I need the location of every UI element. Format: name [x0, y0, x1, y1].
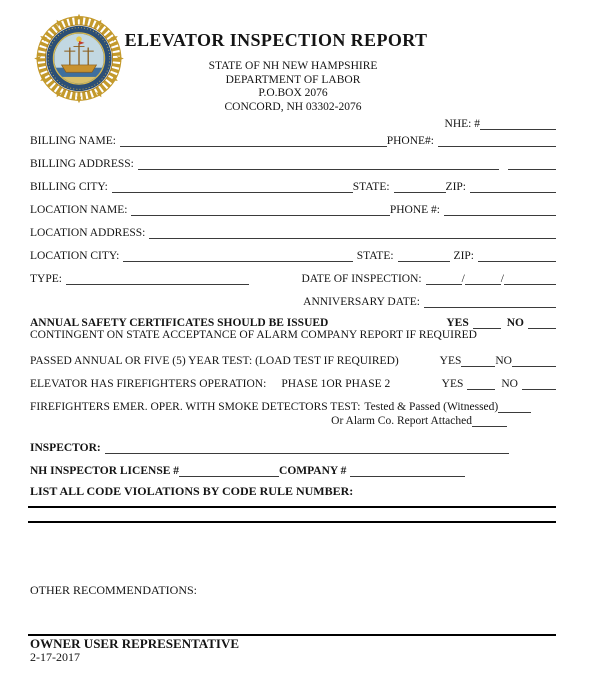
nhe-blank: [480, 117, 556, 130]
firefighters-phase-label: PHASE 1OR PHASE 2: [281, 378, 391, 390]
form-revision-date: 2-17-2017: [30, 650, 80, 664]
annual-safety-row: [30, 315, 556, 329]
annual-safety-no-label: NO: [506, 317, 524, 329]
report-header: [30, 0, 556, 130]
location-city-blank: [123, 249, 352, 262]
inspector-license-label: NH INSPECTOR LICENSE #: [30, 465, 180, 477]
anniversary-date-label: ANNIVERSARY DATE:: [303, 296, 420, 308]
nhe-label: NHE: #: [444, 118, 480, 130]
annual-safety-label: ANNUAL SAFETY CERTIFICATES SHOULD BE ISSUED: [30, 317, 329, 329]
billing-zip-label: ZIP:: [445, 181, 466, 193]
billing-address-blank-2: [508, 157, 556, 170]
inspector-row: [30, 440, 556, 454]
billing-address-label: BILLING ADDRESS:: [30, 158, 134, 170]
firefighters-no-blank: [522, 377, 556, 390]
type-blank: [66, 272, 249, 285]
inspection-year-blank: [504, 272, 556, 285]
anniversary-date-row: [30, 294, 556, 308]
billing-city-label: BILLING CITY:: [30, 181, 108, 193]
agency-line-state: STATE OF NH NEW HAMPSHIRE: [208, 60, 378, 72]
passed-test-row: [30, 353, 556, 367]
location-address-row: [30, 225, 556, 239]
agency-line-pobox: P.O.BOX 2076: [258, 87, 328, 99]
location-name-row: [30, 202, 556, 216]
firefighters-no-label: NO: [501, 378, 518, 390]
location-phone-label: PHONE #:: [389, 204, 440, 216]
date-separator: /: [461, 273, 465, 285]
smoke-detectors-test-blank: [498, 400, 531, 413]
inspection-month-blank: [426, 272, 462, 285]
agency-line-department: DEPARTMENT OF LABOR: [225, 73, 361, 86]
billing-phone-blank: [438, 134, 556, 147]
passed-test-no-blank: [512, 354, 556, 367]
passed-test-yes-label: YES: [439, 355, 462, 367]
passed-test-no-label: NO: [495, 355, 512, 367]
code-violations-heading-row: [30, 485, 556, 499]
billing-state-label: STATE:: [352, 181, 390, 193]
nhe-number-row: [30, 116, 556, 130]
code-violations-label: LIST ALL CODE VIOLATIONS BY CODE RULE NUMBER:: [30, 484, 354, 498]
location-phone-blank: [444, 203, 556, 216]
annual-safety-contingent-note: CONTINGENT ON STATE ACCEPTANCE OF ALARM COMPANY REPORT IF REQUIRED: [30, 329, 477, 341]
location-name-label: LOCATION NAME:: [30, 204, 128, 216]
type-label: TYPE:: [30, 273, 62, 285]
firefighters-yes-label: YES: [441, 378, 464, 390]
smoke-detectors-test-row: [30, 399, 556, 413]
violations-writing-line-1: [28, 506, 556, 508]
billing-name-label: BILLING NAME:: [30, 135, 116, 147]
company-number-label: COMPANY #: [279, 465, 347, 477]
billing-phone-label: PHONE#:: [386, 135, 434, 147]
inspector-license-blank: [179, 464, 279, 477]
firefighters-operation-label: ELEVATOR HAS FIREFIGHTERS OPERATION:: [30, 378, 267, 390]
billing-city-row: [30, 179, 556, 193]
alarm-report-label: Or Alarm Co. Report Attached: [331, 415, 472, 427]
inspector-label: INSPECTOR:: [30, 442, 101, 454]
smoke-detectors-test-label: FIREFIGHTERS EMER. OPER. WITH SMOKE DETECTORS TEST:: [30, 401, 361, 413]
agency-line-city: CONCORD, NH 03302-2076: [224, 100, 362, 113]
passed-test-yes-blank: [461, 354, 495, 367]
signature-label: OWNER USER REPRESENTATIVE: [30, 636, 240, 651]
anniversary-date-blank: [424, 295, 556, 308]
billing-name-blank: [120, 134, 387, 147]
annual-safety-no-blank: [528, 316, 556, 329]
billing-city-blank: [112, 180, 353, 193]
date-separator: /: [500, 273, 504, 285]
billing-zip-blank: [470, 180, 556, 193]
annual-safety-yes-blank: [473, 316, 501, 329]
firefighters-operation-row: [30, 376, 556, 390]
violations-writing-line-2: [28, 521, 556, 523]
license-company-row: [30, 463, 556, 477]
report-title: ELEVATOR INSPECTION REPORT: [124, 30, 428, 50]
inspection-day-blank: [465, 272, 501, 285]
billing-name-row: [30, 133, 556, 147]
inspector-name-blank: [105, 441, 509, 454]
firefighters-yes-blank: [467, 377, 495, 390]
alarm-report-row: [30, 413, 556, 427]
smoke-detectors-test-value: Tested & Passed (Witnessed): [364, 401, 499, 413]
other-recommendations-label: OTHER RECOMMENDATIONS:: [30, 583, 198, 597]
billing-address-blank: [138, 157, 499, 170]
annual-safety-yes-label: YES: [446, 317, 469, 329]
passed-test-label: PASSED ANNUAL OR FIVE (5) YEAR TEST: (LOAD TEST IF REQUIRED): [30, 355, 399, 367]
location-city-label: LOCATION CITY:: [30, 250, 120, 262]
billing-state-blank: [394, 180, 446, 193]
location-state-label: STATE:: [356, 250, 394, 262]
location-city-row: [30, 248, 556, 262]
nh-state-seal-icon: [33, 10, 125, 107]
type-and-inspection-date-row: [30, 271, 556, 285]
other-recommendations-row: [30, 584, 556, 598]
billing-address-row: [30, 156, 556, 170]
location-address-label: LOCATION ADDRESS:: [30, 227, 146, 239]
location-name-blank: [131, 203, 389, 216]
location-state-blank: [398, 249, 450, 262]
location-zip-blank: [478, 249, 556, 262]
company-number-blank: [350, 464, 465, 477]
date-of-inspection-label: DATE OF INSPECTION:: [301, 273, 422, 285]
location-zip-label: ZIP:: [453, 250, 474, 262]
alarm-report-blank: [472, 414, 507, 427]
location-address-blank: [149, 226, 556, 239]
